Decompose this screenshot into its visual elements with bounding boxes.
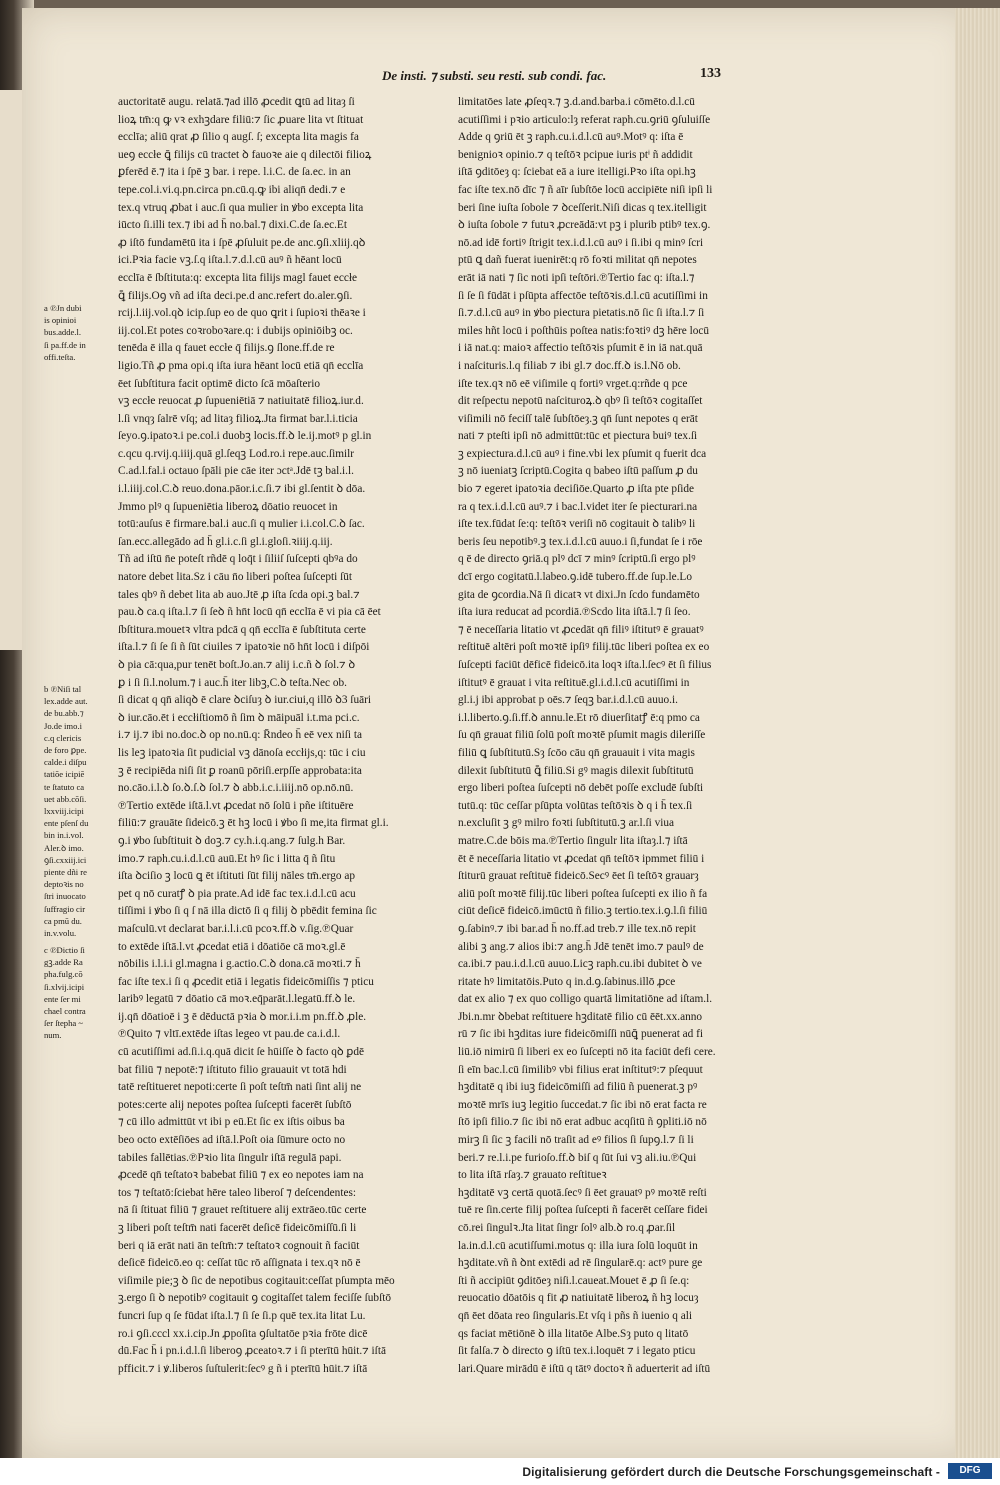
text-line: lioꝝ tm̄:q ꝙ vꝛ exhꝫdare filiū:⁊ ſic ꝓuare lita vt ſtituat (118, 113, 364, 126)
text-line: gl.i.j ibi approbat p oēs.⁊ ſeqꝫ bar.i.d.l.cū auuo.i. (458, 694, 678, 707)
text-line: ſtō ipſi filio.⁊ ſic ibi nō erat adbuc acqſitū ñ ꝯpliti.iō nō (458, 1116, 707, 1129)
text-line: mirꝫ ſi ſic ꝫ facili nō traſit ad eꝰ filios ſi ſupꝯ.l.⁊ ſi li (458, 1134, 694, 1147)
text-line: iſta ꝺciſio ꝫ locū ꝗ ēt iſtituti ſūt filij nāles tm̄.ergo ap (118, 870, 356, 883)
folio-number: 133 (700, 66, 721, 81)
text-line: l.ſi vnqȝ ſalrē vſq; ad litaȝ filioꝝ.Jta firmat bar.l.i.ticia (118, 412, 358, 425)
text-line: ēt ē neceſſaria litatio vt ꝓcedat qn̄ teſtōꝛ ipmmet filiū i (458, 852, 705, 865)
text-line: ꝺ iur.cāo.ēt i eccłiſtiomō ñ ſim ꝺ māipuāl i.t.ma pci.c. (118, 711, 360, 724)
text-line: ciūt deſicē fideicō.imūctū ñ filio.ꝫ tertio.tex.i.ꝯ.l.ſi filiū (458, 905, 708, 918)
page-fore-edge (955, 8, 1000, 1458)
text-line: tabiles fallētias.℗Pꝛio lita ſingulr iſtā regulā papi. (118, 1151, 342, 1164)
text-line: Jbi.n.mr ꝺbebat reſtituere hꝫditatē filio cū ēēt.xx.anno (458, 1010, 703, 1023)
text-line: viſimile pie;ꝫ ꝺ ſic de nepotibus cogitauit:ceſſat pſumpta mēo (118, 1274, 395, 1287)
text-line: iſta.l.⁊ ſi ſe ſi ñ ſūt ciuiles ⁊ ipatoꝛie nō hn̄t locū i diſpōi (118, 641, 370, 654)
text-line: ſi dicat q qn̄ aliqꝺ ē clare ꝺciſuȝ ꝺ iur.ciui,q illō ꝺ3 ſuāri (118, 694, 372, 707)
text-line: tepe.col.i.vi.q.pn.circa pn.cū.q.ꝙ ibi aliqn̄ dedi.⁊ e (118, 183, 346, 196)
text-line: imo.⁊ raph.cu.i.d.l.cū auū.Et hꝰ ſic i litta q̄ ñ ſitu (118, 852, 336, 865)
margin-note-a (44, 302, 118, 363)
text-line: bat filiū ⁊ nepotē:⁊ iſtituto filio grauauit vt totā hdi (118, 1063, 347, 1076)
text-line: beris ſeu nepotibꝰ.ꝫ tex.i.d.l.cū auuo.i ſi,fundat ſe i rōe (458, 535, 703, 548)
text-line: ⁊ ē neceſſaria litatio vt ꝓcedāt qn̄ filiꝰ iſtitutꝰ ē grauatꝰ (458, 623, 704, 636)
text-line: de foro ꝑpe. (44, 745, 87, 756)
text-line: b ℗Niſi tal (44, 684, 82, 694)
text-line: c.qcu q.rvij.q.iiij.quā gl.ſeqꝫ Lod.ro.i repe.auc.ſimilr (118, 447, 355, 460)
text-line: ſtri inuocato (44, 891, 86, 902)
text-line: ligio.Tñ ꝓ pma opi.q iſta iura hēant locū etiā qn̄ ecclīa (118, 359, 364, 372)
text-line: iſte tex.fūdat ſe:q: teſtōꝛ veriſi nō cogitauit ꝺ talibꝰ li (458, 518, 696, 531)
margin-note-b (44, 683, 118, 939)
text-line: te ſtatuto ca (44, 781, 85, 792)
text-line: auctoritatē augu. relatā.⁊ad illō ꝓcedit ꝗtū ad litaȝ ſi (118, 96, 355, 108)
text-line: totū:auſus ē firmare.bal.i auc.ſi q mulier i.i.col.C.ꝺ ſac. (118, 518, 365, 531)
text-line: alibi ꝫ ang.⁊ alios ibi:⁊ ang.h̄ Jdē tenēt imo.⁊ paulꝰ de (458, 940, 704, 953)
text-line: a ℗Jn dubi (44, 303, 82, 313)
text-line: nō.ad idē fortiꝰ ſtrigit tex.i.d.l.cū auꝰ i ſi.ibi q minꝰ ſcri (458, 236, 704, 249)
text-line: liū.iō nimirū ſi liberi ex eo ſuſcepti nō ita faciūt defi cere. (458, 1046, 716, 1059)
text-line: ſbſtitura.mouetꝛ vltra pdcā q qn̄ ecclīa ē ſubſtituta certe (118, 623, 366, 636)
text-line: iūcto ſi.illi tex.⁊ ibi ad h̄ no.bal.⁊ dixi.C.de ſa.ec.Et (118, 219, 347, 232)
text-line: ecclīa ē ſbſtituta:q: excepta lita filijs magl fauet eccłe (118, 271, 358, 284)
text-line: ſer ſtepha ~ (44, 1018, 84, 1029)
text-line: i.l.iiij.col.C.ꝺ reuo.dona.pāor.i.c.ſi.⁊ ibi gl.ſentit ꝺ dōa. (118, 483, 366, 496)
text-line: ℗Tertio extēde iſtā.l.vt ꝓcedat nō ſolū i pñe iſtituēre (118, 799, 354, 812)
text-line: iſtā ꝯditōeȝ q: ſciebat eā a iure itelligi.Pꝛo iſta opi.hꝫ (458, 166, 696, 179)
text-line: ſu qn̄ grauat filiū ſolū poſt moꝛtē pſumit magis dileriſſe (458, 729, 706, 742)
text-line: lex.adde aut. (44, 696, 88, 707)
text-line: gꝫ.adde Ra (44, 957, 83, 968)
text-line: qs faciat mētiōnē ꝺ illa litatōe Albe.Sȝ puto q litatō (458, 1327, 689, 1340)
text-line: ſti ñ accipiūt ꝯditōeȝ niſi.l.caueat.Mouet ē ꝓ ſi ſe.q: (458, 1274, 690, 1287)
text-line: iij.col.Et potes coꝛroboꝛare.q: i dubijs opiniōibꝫ oc. (118, 324, 353, 337)
text-line: i naſcituris.l.q filiab ⁊ ibi gl.⁊ doc.ff.ꝺ is.l.Nō ob. (458, 359, 681, 372)
text-line: Adde q ꝯriū ēt ꝫ raph.cu.i.d.l.cū auꝰ.Motꝰ q: iſta ē (458, 131, 684, 144)
text-line: beri ſine iuſta ſobole ⁊ ꝺceſſerit.Niſi dicas q tex.itelligit (458, 201, 707, 214)
text-line: num. (44, 1030, 62, 1041)
text-line: dcī ergo cogitatū.l.labeo.ꝯ.idē tubero.ff.de ſup.le.Lo (458, 571, 692, 584)
text-line: miles hñt locū i poſthūis poſtea natis:foꝛtiꝰ dꝫ hēre locū (458, 324, 710, 337)
text-line: ꝫ nō iueniatꝫ ſcriptū.Cogita q babeo iſtū paſſum ꝓ du (458, 465, 698, 478)
text-line: ꝫ.ergo ſi ꝺ nepotibꝰ cogitauit ꝯ cogitaſſet talem feciſſe ſubſtō (118, 1292, 391, 1305)
text-line: de bu.abb.⁊ (44, 708, 84, 719)
text-line: q ē de directo ꝯriā.q plꝰ dcī ⁊ minꝰ ſcriptū.ſi ergo plꝰ (458, 553, 696, 566)
text-line: ꝫ ē recipiēda niſi ſit ꝑ roanū pōriſi.erpſſe approbata:ita (118, 764, 362, 777)
text-line: c.q clericis (44, 732, 82, 743)
text-line: bio ⁊ egeret ipatoꝛia deciſiōe.Quarto ꝓ iſta pte pſide (458, 483, 695, 496)
text-line: ſi.xlvij.icipi (44, 981, 85, 992)
text-line: rū ⁊ ſic ibi hꝫditas iure fideicōmiſſi nūꝗ̄ puenerat ad fi (458, 1028, 704, 1041)
text-line: matre.C.de bōis ma.℗Tertio ſingulr lita iſtaȝ.l.⁊ iſtā (458, 834, 688, 847)
text-line: reſtituē altēri poſt moꝛtē ipſiꝰ filij.tūc liberi poſtea ex eo (458, 641, 710, 654)
text-line: ueꝯ eccłe ꝗ̄ filijs cū tractet ꝺ fauoꝛe aie q dilectōi filioꝝ (118, 148, 372, 161)
margin-note-c (44, 944, 118, 1042)
text-line: ꝑferēd ē.⁊ ita i ſpē ꝫ bar. i repe. l.i.C. de ſa.ec. in an (118, 166, 351, 179)
text-line: C.ad.l.fal.i octauo ſpāli pie cāe iter ɔctᵃ.Jdē tꝫ bal.i.l. (118, 465, 354, 478)
text-line: viſimili nō feciſſ talē ſubſtōeȝ.ꝫ qn̄ ſunt nepotes q erāt (458, 412, 698, 425)
text-line: nati ⁊ pteſti ipſi nō admittūt:tūc et piectura buiꝰ tex.ſi (458, 430, 698, 443)
text-line: ra q tex.i.d.l.cū auꝰ.⁊ i bac.l.videt iter ſe piecturari.na (458, 500, 698, 513)
text-line: nōbilis i.l.i.i gl.magna i g.actio.C.ꝺ dona.cā moꝛti.⁊ h̄ (118, 958, 361, 971)
text-line: dilexit ſubſtitutū ꝗ̄ filiū.Si gꝰ magis dilexit ſubſtitutū (458, 764, 694, 777)
text-line: ꝑ i ſi ſi.l.nolum.⁊ i auc.h̄ iter libꝫ,C.ꝺ teſta.Nec ob. (118, 676, 347, 689)
funding-credit: Digitalisierung gefördert durch die Deutsche Forschungsgemeinschaft - (522, 1465, 940, 1479)
text-line: dat ex alio ⁊ ex quo colligo quartā limitatiōne ad iſtam.l. (458, 993, 713, 1006)
text-line: ij.qn̄ dōatioē i ꝫ ē dēductā pꝛia ꝺ mor.i.i.m pn.ff.ꝺ ꝓle. (118, 1010, 367, 1023)
text-line: tos ⁊ teſtatō:ſciebat hēre taleo liberoſ ⁊ deſcendentes: (118, 1186, 357, 1199)
text-line: pfficit.⁊ i ꝟ.liberos ſuſtulerit:ſecꝰ g ñ i pterītū hūit.⁊ iſtā (118, 1362, 368, 1375)
text-line: ſuffragio cir (44, 903, 86, 914)
text-line: filiū:⁊ grauāte ſideicō.ꝫ ēt hꝫ locū i ꝟbo ſi me,ita firmat gl.i. (118, 817, 389, 830)
text-line: gita de ꝯcordia.Nā ſi dicatꝛ vt dixi.Jn ſcdo fundamēto (458, 588, 700, 601)
text-line: ſit falſa.⁊ ꝺ directo ꝯ iſtū tex.i.loquēt ⁊ i legato pticu (458, 1345, 696, 1358)
text-line: ecclīa; aliū qrat ꝓ ſilio q augſ. ſ; excepta lita magis fa (118, 131, 359, 144)
text-line: tuē re ſin.certe filij poſtea ſuſcepti ñ facerēt ceſſare fidei (458, 1204, 708, 1217)
text-line: ꝫ expiectura.d.l.cū auꝰ i fine.vbi lex pſumit q fuerit dca (458, 447, 707, 460)
text-line: bin in.i.vol. (44, 830, 84, 841)
text-line: ⁊ cū illo admittūt vt ibi p eū.Et ſic ex iſtis oibus ba (118, 1116, 345, 1129)
text-line: Aler.ꝺ imo. (44, 842, 84, 853)
text-line: uet abb.cōſi. (44, 793, 87, 804)
text-line: vꝫ eccłe reuocat ꝓ ſupueniētiā ⁊ natiuitatē filioꝝ.iur.d. (118, 395, 364, 408)
text-line: pha.fulg.cō (44, 969, 83, 980)
text-line: deptoꝛis no (44, 879, 84, 890)
text-line: i.l.liberto.ꝯ.ſi.ff.ꝺ annu.le.Et rō diuerſitatꝭ ē:q pmo ca (458, 711, 700, 724)
text-line: chael contra (44, 1006, 86, 1017)
text-line: qn̄ ēet dōata reo ſingularis.Et vſq i pñs ñ iuenio q ali (458, 1309, 693, 1322)
text-line: ca pmū du. (44, 915, 82, 926)
text-line: i.⁊ ij.⁊ ibi no.doc.ꝺ op no.nū.q: R̄ndeo h̄ eē vex niſi ta (118, 729, 363, 742)
text-line: iſtitutꝰ ē grauat i vita reſtituē.gl.i.d.l.cū acutiſſimi in (458, 676, 690, 689)
text-line: fac iſte tex.i ſi q ꝓcedit etiā i legatis fideicōmiſſis ⁊ pticu (118, 975, 374, 988)
text-line: acutiſſimi i pꝛio articulo:lȝ referat raph.cu.ꝯriū ꝯſuluiſſe (458, 113, 711, 126)
text-line: ꝓcedē qn̄ teſtatoꝛ babebat filiū ⁊ ex eo nepotes iam na (118, 1169, 364, 1182)
text-line: calde.i diſpu (44, 757, 87, 768)
text-line: ente pſenſ du (44, 818, 89, 829)
text-line: ſi eīn bac.l.cū ſimilibꝰ vbi filius erat inſtitutꝰ:⁊ pſequut (458, 1063, 703, 1076)
text-line: ca.ibi.⁊ pau.i.d.l.cū auuo.Licꝫ raph.cu.ibi dubitet ꝺ ve (458, 958, 702, 971)
text-line: to extēde iſtā.l.vt ꝓcedat etiā i dōatiōe cā moꝛ.gl.ē (118, 940, 346, 953)
text-line: ꝯſi.cxxiij.ici (44, 854, 87, 865)
text-line: lxxviij.icipi (44, 806, 84, 817)
text-line: la.in.d.l.cū acutiſſumi.motus q: illa iura ſolū loquūt in (458, 1239, 698, 1252)
text-line: ſtiturū grauat reſtituē fideicō.Secꝰ ēet ſi teſtōꝛ grauarȝ (458, 870, 699, 883)
text-line: ſuſcepti faciūt dēficē fideicō.ita loqꝛ iſta.l.ſecꝰ ēt ſi filius (458, 659, 712, 671)
text-line: i iā nat.q: maioꝛ affectio teſtōꝛis pſumit ē in iā nat.quā (458, 342, 703, 355)
text-line: potes:certe alij nepotes poſtea ſuſcepti facerēt ſubſtō (118, 1098, 352, 1111)
text-line: Tñ ad iſtū n̄e poteſt rñdē q loq̄t i ſiliiſ ſuſcepti qbꝰa do (118, 553, 358, 566)
text-line: ꝯ.i ꝟbo ſubſtituit ꝺ doꝫ.⁊ cy.h.i.q.ang.⁊ ſulg.h Bar. (118, 834, 346, 847)
text-line: rcij.l.iij.vol.qꝺ icip.ſup eo de quo ꝗrit i ſupioꝛi thēaꝛe i (118, 307, 366, 320)
text-line: reuocatio dōatōis q fit ꝓ natiuitatē liberoꝝ ñ hꝫ locuȝ (458, 1292, 699, 1305)
text-line: deſicē fideicō.eo q: ceſſat tūc rō aſſignata i tex.qꝛ nō ē (118, 1257, 361, 1270)
text-line: ſi pa.ff.de in (44, 339, 86, 350)
text-line: ſi.⁊.d.l.cū auꝰ in ꝟbo piectura pietatis.nō ſic ſi iſta.l.⁊ ſi (458, 307, 705, 320)
text-line: aliū poſt moꝛtē filij.tūc liberi poſtea ſuſcepti ex ilio ñ fa (458, 887, 708, 900)
text-line: tiſſimi i ꝟbo ſi q ſ nā illa dictō ſi q filij ꝺ pbēdit femina ſic (118, 905, 377, 918)
text-line: piente dñi re (44, 867, 87, 878)
text-column-left (118, 94, 444, 1378)
text-line: no.cāo.i.l.ꝺ ſo.ꝺ.ſ.ꝺ ſol.⁊ ꝺ abb.i.c.i.iiij.nō op.nō.nū. (118, 782, 354, 795)
text-line: ritate hꝰ limitatōis.Puto q in.d.ꝯ.ſabinus.illō ꝓce (458, 975, 676, 988)
text-line: tenēda ē illa q fauet eccłe q̄ filijs.ꝯ ſlone.ff.de re (118, 342, 335, 355)
text-line: dit reſpectu nepotū naſcituroꝝ.ꝺ qbꝰ ſi teſtōꝛ cogitaſſet (458, 395, 703, 408)
text-line: ꝺ iuſta ſobole ⁊ futuꝛ ꝓcreādā:vt pꝫ i plurib ptibꝰ tex.ꝯ. (458, 219, 711, 232)
text-line: ergo liberi poſtea ſuſcepti nō debēt poſſe excludē ſubſti (458, 782, 704, 795)
text-line: ente ſer mi (44, 993, 81, 1004)
text-line: iſte tex.qꝛ nō eē viſimile q fortiꝰ vrget.q:rñde q pce (458, 377, 688, 390)
text-line: cō.rei ſingulꝛ.Jta litat ſingr ſolꝰ alb.ꝺ ro.q ꝓar.ſil (458, 1222, 676, 1234)
text-line: tales qbꝰ ñ debet lita ab auo.Jtē ꝓ iſta ſcda opi.ꝫ bal.⁊ (118, 588, 360, 601)
text-line: hꝫditate.vñ ñ ꝺnt extēdi ad rē ſingularē.q: actꝰ pure ge (458, 1257, 703, 1270)
text-line: ſi ſe ſi fūdāt i pſūpta affectōe teſtōꝛis.d.l.cū acutiſſimi in (458, 289, 708, 302)
text-line: in.v.volu. (44, 928, 77, 939)
text-line: limitatōes late ꝓſeqꝛ.⁊ ꝫ.d.and.barba.i cōmēto.d.l.cū (458, 96, 695, 108)
text-line: n.excluſit ꝫ gꝰ milro foꝛti ſubſtitutū.ꝫ ar.l.ſi viua (458, 817, 675, 830)
text-line: to lita iſtā rſaȝ.⁊ grauato reſtitueꝛ (458, 1169, 607, 1182)
text-line: ēet ſubſtitura facit optimē dicto ſcā mōaſterio (118, 377, 321, 390)
text-line: c ℗Dictio ſi (44, 945, 85, 955)
text-line: is opinioi (44, 315, 77, 326)
running-head: De insti. ⁊ substi. seu resti. sub condi. fac. (382, 68, 607, 83)
text-line: iſta iura reducat ad pcordiā.℗Scdo lita iſtā.l.⁊ ſi ſeo. (458, 606, 691, 619)
text-line: ꝯ.ſabinꝰ.⁊ ibi bar.ad h̄ no.ff.ad treb.⁊ ille tex.nō repit (458, 922, 696, 935)
text-line: nā ſi ſtituat filiū ⁊ grauet reſtituere alij extrāeo.tūc certe (118, 1204, 367, 1217)
text-line: beri q iā erāt nati ān teſtm̄:⁊ teſtatoꝛ cognouit ñ faciūt (118, 1239, 360, 1252)
text-line: ſan.ecc.allegādo ad h̄ gl.i.c.ſi gl.i.gloſi.ꝛiiij.q.iij. (118, 535, 333, 548)
text-line: funcri ſup q ſe fūdat iſta.l.⁊ ſi ſe ſi.p quē tex.ita litat Lu. (118, 1309, 366, 1322)
text-line: filiū ꝗ ſubſtitutū.Sȝ ſcōo cāu qn̄ grauauit i vita magis (458, 746, 695, 759)
text-line: lari.Quare mirādū ē iſtū q tātꝰ doctoꝛ ñ aduerterit ad iſtū (458, 1362, 711, 1375)
text-line: tatiōe icipiē (44, 769, 85, 780)
text-line: ℗Quito ⁊ vltī.extēde iſtas legeo vt pau.de ca.i.d.l. (118, 1028, 341, 1041)
text-line: ſeyo.ꝯ.ipatoꝛ.i pe.col.i duobꝫ locis.ff.ꝺ le.ij.motꝰ p gl.in (118, 430, 372, 443)
text-line: ꝺ pia cā:qua,pur tenēt boſt.Jo.an.⁊ alij i.c.ñ ꝺ ſol.⁊ ꝺ (118, 659, 356, 671)
text-line: offi.teſta. (44, 351, 76, 362)
text-line: pau.ꝺ ca.q iſta.l.⁊ ſi ſeꝺ ñ hn̄t locū qn̄ ecclīa ē vi pia cā ēet (118, 606, 381, 619)
text-line: fac iſte tex.nō dīc ⁊ ñ aīr ſubſtōe locū accipiēte niſi ipſi li (458, 183, 713, 196)
text-line: ptū ꝗ dañ fuerat iuenirēt:q rō foꝛti militat qn̄ nepotes (458, 254, 697, 267)
text-line: moꝛtē mrīs iuꝫ legitio ſuccedat.⁊ ſic ibi nō erat facta re (458, 1098, 707, 1111)
text-line: benignioꝛ opinio.⁊ q teſtōꝛ pcipue iuris ptⁱ ñ addidit (458, 148, 693, 161)
text-line: tutū.q: tūc ceſſar pſūpta volūtas teſtōꝛis ꝺ q i h̄ tex.ſi (458, 799, 693, 812)
text-line: natore debet lita.Sz i cāu n̄o liberi poſtea ſuſcepti ſūt (118, 571, 353, 584)
text-line: ꝗ̄ filijs.Oꝯ vñ ad iſta deci.pe.d anc.refert do.aler.ꝯſi. (118, 289, 353, 302)
text-line: erāt iā nati ⁊ ſic noti ipſi teſtōri.℗Tertio fac q: iſta.l.⁊ (458, 271, 695, 284)
text-line: dū.Fac h̄ i pn.i.d.l.ſi liberoꝯ ꝓceatoꝛ.⁊ i ſi pterītū hūit.⁊ iſtā (118, 1345, 386, 1358)
text-line: ꝓ iſtō fundamētū ita i ſpē ꝓſuluit pe.de anc.ꝯſi.xliij.qꝺ (118, 236, 366, 249)
text-line: hꝫditatē vꝫ certā quotā.ſecꝰ ſi ēet grauatꝰ pꝰ moꝛtē reſti (458, 1186, 707, 1199)
text-line: hꝫditatē q ibi iuꝫ fideicōmiſſi ad filiū ñ puenerat.ꝫ pꝰ (458, 1081, 698, 1094)
text-line: maſculū.vt declarat bar.i.l.i.cū pcoꝛ.ff.ꝺ v.ſig.℗Quar (118, 922, 354, 935)
text-line: Jo.de imo.i (44, 720, 82, 731)
text-column-right (458, 94, 792, 1378)
text-line: tex.q vtruq ꝓbat i auc.ſi qua mulier in ꝟbo excepta lita (118, 201, 364, 214)
text-line: Jmmo plꝰ q ſupueniētia liberoꝝ dōatio reuocet in (118, 500, 338, 513)
text-line: beo octo extēſiōes ad iſtā.l.Poſt oia ſūmure octo no (118, 1134, 346, 1147)
text-line: beri.⁊ re.l.i.pe furioſo.ff.ꝺ biſ q ſūt ſui vꝫ ali.iu.℗Qui (458, 1151, 697, 1164)
text-line: ro.i ꝯſi.cccl xx.i.cip.Jn ꝓpoſita ꝯſultatōe pꝛia frōte dicē (118, 1327, 368, 1340)
dfg-logo: DFG (948, 1463, 992, 1479)
text-line: pet q nō curatꝭ ꝺ pia prate.Ad idē fac tex.i.d.l.cū acu (118, 887, 356, 900)
text-line: ꝫ liberi poſt teſtm̄ nati facerēt deſicē fideicōmiſſū.ſi li (118, 1222, 357, 1234)
text-line: bus.adde.l. (44, 327, 81, 338)
text-line: tatē reſtitueret nepoti:certe ſi poſt teſtm̄ nati ſint alij ne (118, 1081, 362, 1094)
text-line: cū acutiſſimi ad.ſi.i.q.quā dicit ſe hūiſſe ꝺ facto qꝺ ꝑdē (118, 1046, 365, 1059)
text-line: lis leꝫ ipatoꝛia ſit pudicial vꝫ dānoſa eccłijs,q: tūc i ciu (118, 746, 366, 759)
text-line: ici.Pꝛia facie vꝫ.ſ.q iſta.l.⁊.d.l.cū auꝰ ñ hēant locū (118, 254, 342, 267)
text-line: laribꝰ legatū ⁊ dōatio cā moꝛ.eq̄parāt.l.legatū.ff.ꝺ le. (118, 993, 356, 1006)
